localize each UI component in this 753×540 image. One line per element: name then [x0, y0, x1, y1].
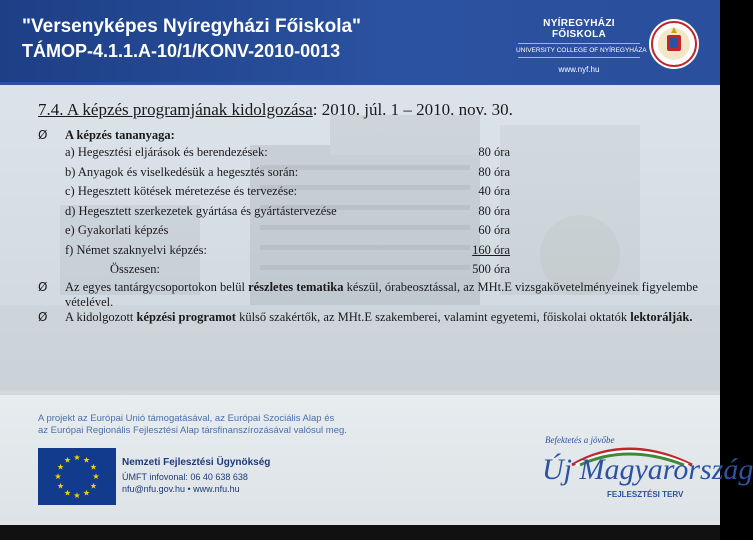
- review-bold-lector: lektorálják.: [630, 309, 693, 324]
- college-logo: [516, 18, 647, 74]
- curriculum-item-label: c) Hegesztett kötések méretezése és tervezése:: [65, 184, 298, 198]
- college-english-name: UNIVERSITY COLLEGE OF NYÍREGYHÁZA: [516, 47, 647, 54]
- agency-infoline: ÚMFT infovonal: 06 40 638 638: [122, 472, 248, 482]
- curriculum-item-hours: 40 óra: [478, 184, 510, 198]
- thematics-text-2: készül, órabeosztással, az MHt.E vizsgakövetelményeinek figyelembe vételével.: [65, 279, 698, 309]
- nfu-logo: [122, 457, 270, 495]
- curriculum-item: [65, 163, 510, 183]
- header-subtitle: TÁMOP-4.1.1.A-10/1/KONV-2010-0013: [22, 41, 341, 61]
- agency-contact: nfu@nfu.gov.hu • www.nfu.hu: [122, 483, 240, 494]
- header-title: "Versenyképes Nyíregyházi Főiskola": [22, 16, 362, 37]
- curriculum-item-hours: 80 óra: [478, 203, 510, 218]
- review-bold-program: képzési programot: [136, 309, 236, 324]
- college-rule: [518, 43, 640, 44]
- section-title-underlined: 7.4. A képzés programjának kidolgozása: [38, 100, 313, 119]
- curriculum-item-label: e) Gyakorlati képzés: [65, 223, 169, 237]
- curriculum-item-label: a) Hegesztési eljárások és berendezések:: [65, 145, 268, 159]
- uj-tagline: Befektetés a jövőbe: [545, 435, 615, 445]
- review-text-2: külső szakértők, az MHt.E szakemberei, valamint egyetemi, főiskolai oktatók: [235, 309, 631, 324]
- main-content: [38, 100, 698, 325]
- bullet-review: [38, 310, 698, 325]
- curriculum-item: [65, 221, 510, 241]
- footer-funding-text: [38, 413, 378, 437]
- bullet-arrow-icon: Ø: [38, 128, 48, 142]
- college-website: www.nyf.hu: [558, 65, 600, 74]
- footer-funding-line-2: az Európai Regionális Fejlesztési Alap társfinanszírozásával valósul meg.: [38, 425, 347, 436]
- curriculum-item-hours: 60 óra: [478, 223, 510, 237]
- bullet-arrow-icon: Ø: [38, 279, 48, 294]
- section-title: [38, 100, 698, 120]
- thematics-text: Az egyes tantárgycsoportokon belül: [65, 279, 249, 294]
- curriculum-item: [65, 241, 510, 261]
- bullet-thematics: [38, 280, 698, 310]
- curriculum-item-label: f) Német szaknyelvi képzés:: [65, 242, 207, 257]
- footer: [0, 395, 753, 525]
- bottom-bar: [0, 525, 720, 540]
- curriculum-heading: A képzés tananyaga:: [65, 128, 175, 142]
- curriculum-item-hours: 160 óra: [472, 242, 510, 257]
- agency-name: Nemzeti Fejlesztési Ügynökség: [122, 457, 271, 468]
- curriculum-item-label: b) Anyagok és viselkedésük a hegesztés során:: [65, 164, 299, 179]
- bullet-arrow-icon: Ø: [38, 309, 48, 324]
- college-name: NYÍREGYHÁZI FŐISKOLA: [543, 18, 615, 40]
- total-label: Összesen:: [110, 262, 160, 276]
- curriculum-item-hours: 80 óra: [478, 145, 510, 159]
- total-hours: 500 óra: [472, 262, 510, 276]
- curriculum-item-label: d) Hegesztett szerkezetek gyártása és gyártástervezése: [65, 203, 337, 218]
- curriculum-list: [65, 143, 698, 280]
- college-seal-icon: [648, 18, 700, 70]
- section-title-dates: : 2010. júl. 1 – 2010. nov. 30.: [312, 100, 513, 119]
- curriculum-item-hours: 80 óra: [478, 164, 510, 179]
- curriculum-item: [65, 143, 510, 163]
- header-separator: [0, 82, 720, 85]
- bullet-curriculum: [38, 128, 698, 280]
- curriculum-item: [65, 182, 510, 202]
- college-rule-2: [518, 57, 640, 58]
- thematics-bold: részletes tematika: [248, 279, 344, 294]
- footer-funding-line-1: A projekt az Európai Unió támogatásával, az Európai Szociális Alap és: [38, 413, 335, 424]
- curriculum-total: [65, 260, 510, 280]
- review-text: A kidolgozott: [65, 309, 137, 324]
- header-banner: [0, 0, 720, 82]
- uj-magyarorszag-logo: Új Magyarország: [542, 453, 753, 486]
- eu-flag-icon: [38, 448, 116, 505]
- curriculum-item: [65, 202, 510, 222]
- uj-subtitle: FEJLESZTÉSI TERV: [607, 490, 684, 499]
